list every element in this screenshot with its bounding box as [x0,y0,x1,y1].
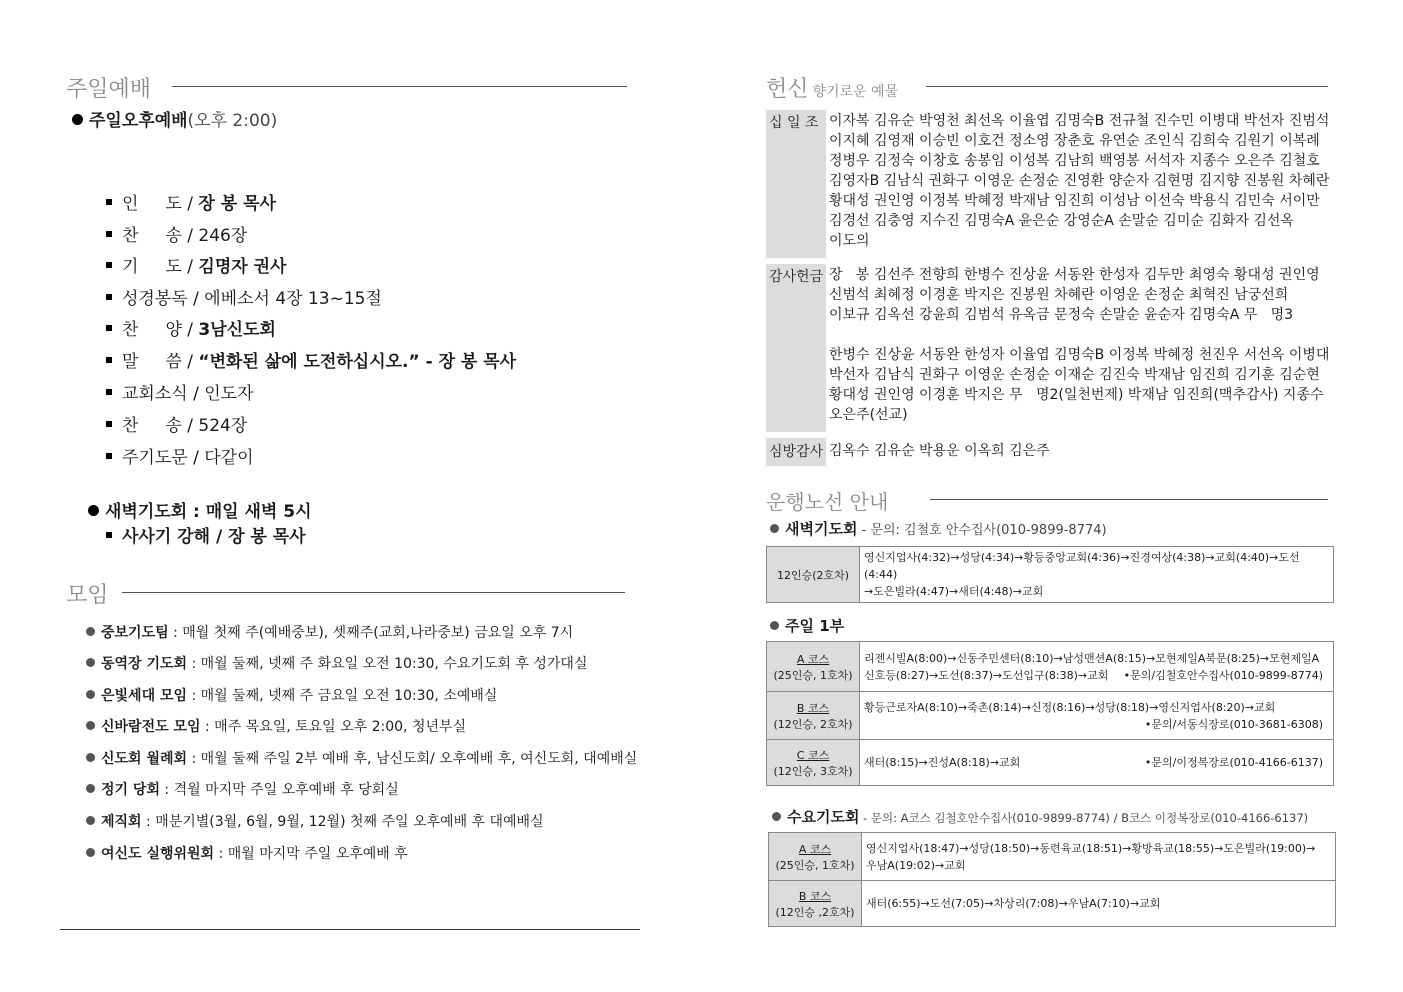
square-bullet-icon [106,421,112,427]
bullet-dot-icon [88,505,99,516]
meeting-description: : 매주 목요일, 토요일 오후 2:00, 청년부실 [200,719,467,735]
meeting-name: 제직회 [101,814,142,830]
square-bullet-icon [106,453,112,459]
dawn-prayer-item: 사사기 강해 / 장 봉 목사 [106,522,306,547]
route-description [860,642,1334,692]
meeting-description: : 매월 마지막 주일 오후예배 후 [214,846,408,862]
bus-info: (25인승, 1호차) [775,858,855,872]
table-row [767,642,1334,692]
bullet-dot-icon [86,753,95,762]
offering-section-title: 헌신 향기로운 예물 [766,77,899,102]
worship-section-title: 주일예배 [66,77,152,102]
order-item-value: 인도자 [204,384,254,404]
route-line: 새터(8:15)→진성A(8:18)→교회 •문의/이정복장로(010-4166-6137) [864,756,1323,769]
name-line: 박선자 김남식 권화구 이영운 손정순 이재순 김진숙 박재남 임진희 김기훈 김순현 [829,367,1320,383]
bullet-dot-icon [86,627,95,636]
worship-order-item [106,443,254,468]
left-page-bottom-rule [60,929,640,930]
thanks-offering-names [829,265,1339,425]
table-row [767,740,1334,786]
tithe-names [829,111,1339,251]
square-bullet-icon [106,262,112,268]
meeting-description: : 매월 둘째, 넷째 주 화요일 오전 10:30, 수요기도회 후 성가대실 [187,656,588,672]
order-item-value: 246장 [198,226,248,246]
worship-order-item [106,315,276,340]
meeting-description: : 매월 첫째 주(예배중보), 셋째주(교회,나라중보) 금요일 오후 7시 [168,625,574,641]
order-item-value: “변화된 삶에 도전하십시오.” - 장 봉 목사 [198,352,517,372]
bullet-dot-icon [86,721,95,730]
table-row [769,833,1336,881]
order-item-value: 3남신도회 [198,320,276,340]
course-name: B 코스 [798,889,832,903]
meeting-description: : 매월 둘째, 넷째 주 금요일 오전 10:30, 소예배실 [187,688,498,704]
course-label [767,740,860,786]
table-row [767,547,1334,603]
course-name: A 코스 [796,652,830,666]
name-line: 황대성 권인영 이정복 박혜정 박재남 임진희 이성남 이선숙 박용식 김민숙 서이만 [829,193,1320,209]
course-name: B 코스 [796,701,830,715]
name-line: 한병수 진상윤 서동완 한성자 이율엽 김명숙B 이정복 박혜정 천진우 서선옥 이병대 [829,347,1330,363]
route-line: 영신지업사(18:47)→성당(18:50)→동련육교(18:51)→황방육교(18:55)→도은빌라(19:00)→ [866,841,1316,855]
dawn-prayer-heading: 새벽기도회 : 매일 새벽 5시 [88,497,312,522]
name-line: 이보규 김옥선 강윤희 김범석 유옥금 문정숙 손말순 윤순자 김명숙A 무 명3 [829,307,1294,323]
bullet-dot-icon [86,690,95,699]
bus-info: (25인승, 1호차) [773,668,853,682]
route-contact: •문의/이정복장로(010-4166-6137) [1144,756,1323,769]
name-line: 이지혜 김영재 이승빈 이호건 정소영 장춘호 유연순 조인식 김희숙 김원기 이복례 [829,133,1320,149]
meeting-name: 여신도 실행위원회 [101,846,215,862]
route-description [860,740,1334,786]
name-line: 정병우 김정숙 이창호 송봉임 이성복 김남희 백영봉 서석자 지종수 오은주 김철호 [829,153,1320,169]
meeting-item [86,716,466,736]
route-line: 황등근로자A(8:10)→죽촌(8:14)→신정(8:16)→성당(8:18)→영신지업사(8:20)→교회 [864,700,1276,714]
worship-order-item [106,221,247,246]
bullet-dot-icon [772,812,781,821]
meeting-item [86,779,399,799]
name-line: 김경선 김충영 지수진 김명숙A 윤은순 강영순A 손말순 김미순 김화자 김선옥 [829,213,1294,229]
meeting-description: : 격월 마지막 주일 오후예배 후 당회실 [159,782,399,798]
worship-order-item [106,347,516,372]
order-item-value: 장 봉 목사 [198,194,276,214]
square-bullet-icon [106,199,112,205]
course-name: A 코스 [798,842,832,856]
course-label [769,833,862,881]
course-label [767,642,860,692]
order-item-label: 기 도 / [122,257,199,277]
order-item-label: 찬 양 / [122,320,199,340]
order-item-value: 김명자 권사 [198,257,287,277]
meeting-item [86,622,573,642]
route-contact: •문의/서동식장로(010-3681-6308) [1144,717,1323,731]
afternoon-worship-heading: 주일오후예배(오후 2:00) [72,106,277,131]
order-item-label: 말 씀 / [122,352,199,372]
course-name: C 코스 [796,748,830,762]
route-line: →도은빌라(4:47)→새터(4:48)→교회 [864,585,1044,598]
table-row [769,881,1336,927]
bullet-dot-icon [86,848,95,857]
bus-info: (12인승, 2호차) [773,717,853,731]
meeting-description: : 매분기별(3월, 6월, 9월, 12월) 첫째 주일 오후예배 후 대예배실 [141,814,544,830]
meetings-title-divider [122,592,625,593]
name-line: 이도의 [829,233,870,249]
sunday-route-heading: 주일 1부 [770,615,844,636]
offering-title-divider [926,86,1328,87]
meetings-section-title: 모임 [66,583,109,608]
order-item-label: 성경봉독 / [122,289,205,309]
worship-order-item [106,252,286,277]
meeting-item [86,685,497,705]
route-line: 우남A(19:02)→교회 [866,858,966,872]
meeting-item [86,811,544,831]
route-line: 영신지업사(4:32)→성당(4:34)→황등중앙교회(4:36)→진경여상(4:38)→교회(4:40)→도선(4:44) [864,551,1300,581]
route-description [860,547,1334,603]
worship-order-item [106,284,382,309]
square-bullet-icon [106,357,112,363]
name-line: 김영자B 김남식 권화구 이영운 손정순 진영환 양순자 김현명 김지향 진봉원 차혜란 [829,173,1330,189]
name-line: 장 봉 김선주 전향희 한병수 진상윤 서동완 한성자 김두만 최영숙 황대성 권인영 [829,267,1320,283]
bullet-dot-icon [72,114,83,125]
route-line: 리젠시빌A(8:00)→신동주민센터(8:10)→남성맨션A(8:15)→모현제일A북문(8:25)→모현제일A [864,651,1320,665]
dawn-route-table [766,546,1334,603]
meeting-name: 신도회 월례회 [101,751,188,767]
square-bullet-icon [106,325,112,331]
bullet-dot-icon [86,816,95,825]
wednesday-route-table [768,832,1336,927]
meeting-item [86,748,637,768]
square-bullet-icon [106,532,112,538]
visit-thanks-label: 심방감사 [766,438,826,466]
name-line: 신범석 최혜정 이경훈 박지은 진봉원 차혜란 이영운 손정순 최혁진 남궁선희 [829,287,1289,303]
bullet-dot-icon [86,784,95,793]
bus-info: (12인승, 3호차) [773,764,853,778]
dawn-route-heading: 새벽기도회 - 문의: 김철호 안수집사(010-9899-8774) [770,518,1107,539]
meeting-name: 신바람전도 모임 [101,719,201,735]
square-bullet-icon [106,294,112,300]
name-line: 황대성 권인영 이경훈 박지은 무 명2(일천번제) 박재남 임진희(맥추감사) 지종수 [829,387,1324,403]
bus-info: (12인승 ,2호차) [775,905,855,919]
tithe-label: 십 일 조 [766,110,826,258]
worship-order-item [106,411,247,436]
bullet-dot-icon [770,621,779,630]
route-description [862,833,1336,881]
bus-label: 12인승(2호차) [767,547,860,603]
order-item-label: 인 도 / [122,194,199,214]
order-item-label: 주기도문 / [122,448,205,468]
order-item-label: 교회소식 / [122,384,205,404]
course-label [767,692,860,740]
worship-title-divider [172,86,627,87]
name-line: 오은주(선교) [829,407,908,423]
route-contact: •문의/김철호안수집사(010-9899-8774) [1123,668,1323,682]
order-item-value: 다같이 [204,448,254,468]
visit-thanks-names: 김옥수 김유순 박용운 이옥희 김은주 [829,443,1050,459]
meeting-item [86,653,587,673]
bullet-dot-icon [86,658,95,667]
square-bullet-icon [106,231,112,237]
route-line: 새터(6:55)→도선(7:05)→차상리(7:08)→우남A(7:10)→교회 [866,897,1161,910]
order-item-label: 찬 송 / [122,226,199,246]
route-line: 신호등(8:27)→도선(8:37)→도선입구(8:38)→교회 •문의/김철호안수집사(010-9899-8774) [864,668,1323,682]
route-description [860,692,1334,740]
worship-order-item [106,379,254,404]
meeting-name: 동역장 기도회 [101,656,188,672]
worship-order-item [106,189,276,214]
course-label [769,881,862,927]
meeting-name: 은빛세대 모임 [101,688,188,704]
table-row [767,692,1334,740]
meeting-item [86,843,408,863]
route-description [862,881,1336,927]
name-line: 이자복 김유순 박영천 최선옥 이율엽 김명숙B 전규철 진수민 이병대 박선자 진범석 [829,113,1330,129]
order-item-value: 에베소서 4장 13~15절 [204,289,382,309]
wednesday-route-heading: 수요기도회 - 문의: A코스 김철호안수집사(010-9899-8774) / B코스 이정복장로(010-4166-6137) [772,806,1308,827]
sunday-route-table [766,641,1334,786]
name-line [829,325,1339,345]
order-item-label: 찬 송 / [122,416,199,436]
meeting-name: 중보기도팀 [101,625,169,641]
square-bullet-icon [106,389,112,395]
routes-section-title: 운행노선 안내 [766,490,889,514]
meeting-description: : 매월 둘째 주일 2부 예배 후, 남신도회/ 오후예배 후, 여신도회, 대예배실 [187,751,638,767]
thanks-offering-label: 감사헌금 [766,264,826,432]
routes-title-divider [930,499,1328,500]
order-item-value: 524장 [198,416,248,436]
meeting-name: 정기 당회 [101,782,160,798]
bullet-dot-icon [770,524,779,533]
